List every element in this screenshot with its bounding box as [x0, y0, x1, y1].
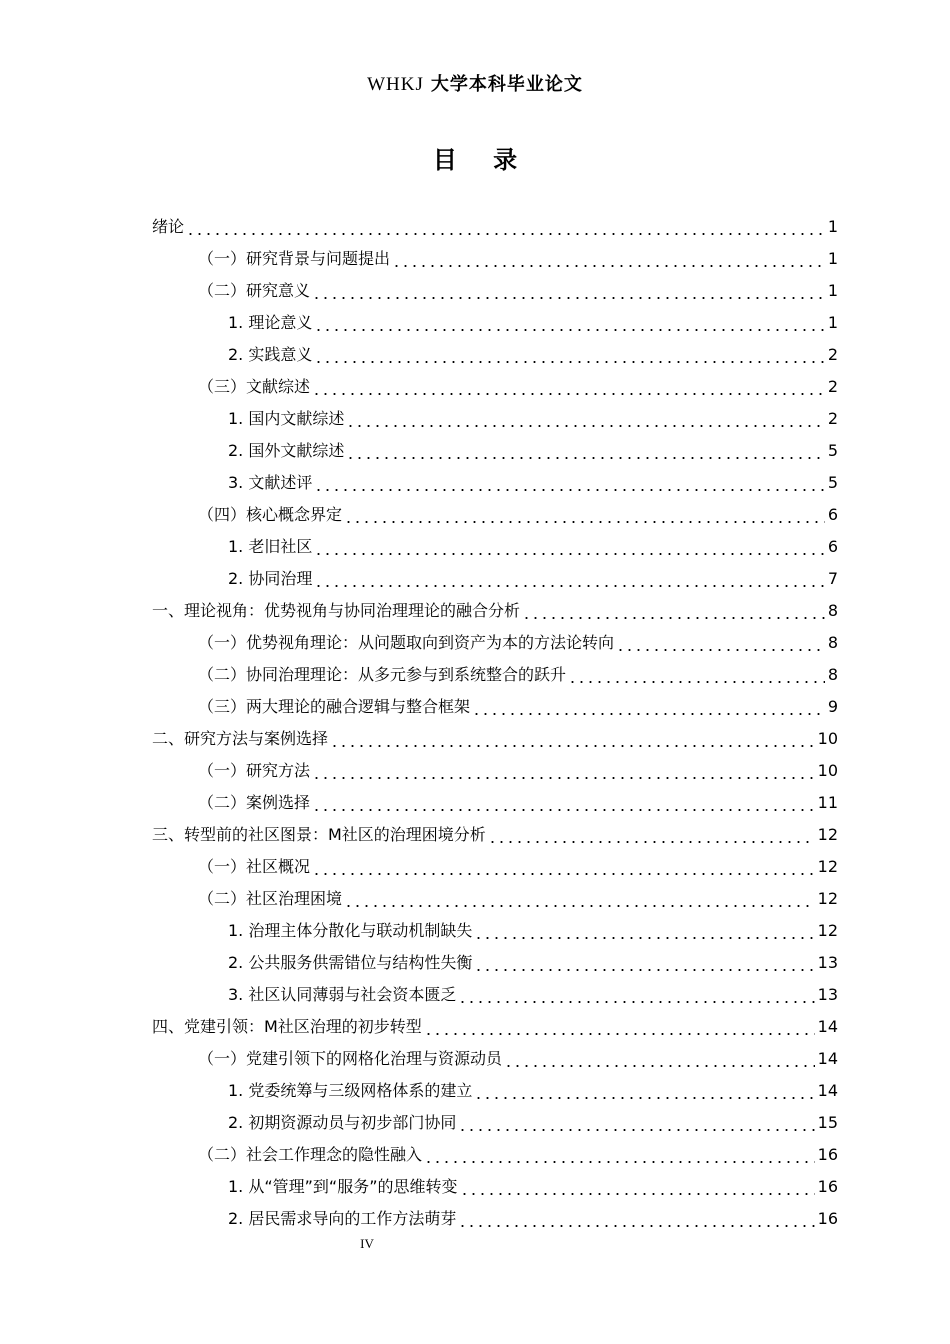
- toc-leader-dots: [488, 819, 815, 851]
- toc-entry[interactable]: [152, 499, 838, 531]
- toc-entry-page: 14: [817, 1017, 838, 1036]
- toc-entry[interactable]: [152, 211, 838, 243]
- toc-entry[interactable]: [152, 979, 838, 1011]
- toc-entry-page: 1: [827, 217, 838, 236]
- toc-entry[interactable]: [152, 787, 838, 819]
- toc-leader-dots: [474, 947, 814, 979]
- toc-leader-dots: [458, 979, 814, 1011]
- toc-entry-title: （二）社会工作理念的隐性融入: [198, 1145, 423, 1164]
- header-thesis-type: 大学本科毕业论文: [430, 74, 583, 95]
- toc-entry-page: 6: [827, 505, 838, 524]
- toc-entry-page: 11: [817, 793, 838, 812]
- toc-leader-dots: [474, 1075, 814, 1107]
- toc-entry-page: 7: [827, 569, 838, 588]
- toc-entry-page: 1: [827, 313, 838, 332]
- toc-leader-dots: [314, 467, 824, 499]
- toc-entry-page: 9: [827, 697, 838, 716]
- toc-entry-page: 8: [827, 665, 838, 684]
- toc-entry-page: 2: [827, 377, 838, 396]
- toc-entry[interactable]: [152, 243, 838, 275]
- toc-entry-page: 12: [817, 857, 838, 876]
- toc-entry-title: （二）研究意义: [198, 281, 311, 300]
- toc-entry[interactable]: [152, 755, 838, 787]
- toc-entry-page: 12: [817, 825, 838, 844]
- toc-entry-title: 1. 从“管理”到“服务”的思维转变: [228, 1177, 458, 1196]
- toc-entry-title: （二）案例选择: [198, 793, 311, 812]
- toc-leader-dots: [346, 435, 824, 467]
- table-of-contents: [152, 211, 838, 1235]
- toc-leader-dots: [346, 403, 824, 435]
- toc-entry[interactable]: [152, 1107, 838, 1139]
- toc-leader-dots: [312, 275, 825, 307]
- toc-entry[interactable]: [152, 659, 838, 691]
- toc-entry-title: 2. 居民需求导向的工作方法萌芽: [228, 1209, 457, 1228]
- toc-leader-dots: [424, 1139, 815, 1171]
- toc-entry-title: （一）社区概况: [198, 857, 311, 876]
- toc-entry-page: 15: [817, 1113, 838, 1132]
- toc-entry-page: 16: [817, 1209, 838, 1228]
- toc-leader-dots: [568, 659, 825, 691]
- toc-entry[interactable]: [152, 275, 838, 307]
- toc-entry-page: 14: [817, 1081, 838, 1100]
- toc-entry-page: 8: [827, 601, 838, 620]
- toc-entry-page: 1: [827, 249, 838, 268]
- toc-entry-page: 6: [827, 537, 838, 556]
- toc-entry-title: （四）核心概念界定: [198, 505, 343, 524]
- toc-entry-title: 绪论: [152, 217, 185, 236]
- toc-entry-title: 1. 理论意义: [228, 313, 313, 332]
- toc-entry-page: 10: [817, 729, 838, 748]
- toc-entry[interactable]: [152, 627, 838, 659]
- toc-leader-dots: [344, 883, 815, 915]
- toc-entry-page: 2: [827, 345, 838, 364]
- toc-entry[interactable]: [152, 1075, 838, 1107]
- toc-leader-dots: [314, 531, 824, 563]
- toc-leader-dots: [314, 563, 824, 595]
- toc-entry[interactable]: [152, 467, 838, 499]
- toc-leader-dots: [312, 371, 825, 403]
- toc-entry-title: （一）研究背景与问题提出: [198, 249, 391, 268]
- page-header: [0, 70, 950, 96]
- toc-entry[interactable]: [152, 339, 838, 371]
- toc-entry-title: 2. 协同治理: [228, 569, 313, 588]
- toc-entry-page: 10: [817, 761, 838, 780]
- toc-entry-title: 三、转型前的社区图景：M社区的治理困境分析: [152, 825, 486, 844]
- toc-entry[interactable]: [152, 371, 838, 403]
- toc-entry[interactable]: [152, 851, 838, 883]
- toc-entry-title: （一）优势视角理论：从问题取向到资产为本的方法论转向: [198, 633, 615, 652]
- toc-entry-title: （二）协同治理理论：从多元参与到系统整合的跃升: [198, 665, 567, 684]
- toc-entry-title: 四、党建引领：M社区治理的初步转型: [152, 1017, 422, 1036]
- toc-leader-dots: [522, 595, 825, 627]
- toc-entry-title: （二）社区治理困境: [198, 889, 343, 908]
- toc-entry-title: 1. 国内文献综述: [228, 409, 345, 428]
- toc-entry-page: 16: [817, 1145, 838, 1164]
- toc-leader-dots: [312, 787, 815, 819]
- toc-entry[interactable]: [152, 1011, 838, 1043]
- toc-entry-title: 2. 公共服务供需错位与结构性失衡: [228, 953, 473, 972]
- toc-leader-dots: [186, 211, 825, 243]
- toc-entry-page: 13: [817, 953, 838, 972]
- toc-leader-dots: [458, 1107, 814, 1139]
- toc-entry[interactable]: [152, 563, 838, 595]
- toc-leader-dots: [312, 851, 815, 883]
- toc-entry-page: 13: [817, 985, 838, 1004]
- toc-entry-page: 14: [817, 1049, 838, 1068]
- toc-leader-dots: [424, 1011, 815, 1043]
- page-title: 目 录: [432, 146, 532, 174]
- toc-entry-title: （三）两大理论的融合逻辑与整合框架: [198, 697, 471, 716]
- toc-leader-dots: [330, 723, 815, 755]
- toc-entry[interactable]: [152, 531, 838, 563]
- toc-entry[interactable]: [152, 691, 838, 723]
- toc-leader-dots: [312, 755, 815, 787]
- toc-entry-page: 2: [827, 409, 838, 428]
- toc-leader-dots: [474, 915, 814, 947]
- toc-leader-dots: [472, 691, 825, 723]
- toc-entry-title: （三）文献综述: [198, 377, 311, 396]
- page-number: IV: [360, 1236, 374, 1251]
- toc-entry[interactable]: [152, 1043, 838, 1075]
- toc-entry-page: 12: [817, 921, 838, 940]
- toc-leader-dots: [344, 499, 825, 531]
- toc-leader-dots: [616, 627, 825, 659]
- toc-leader-dots: [392, 243, 825, 275]
- toc-entry[interactable]: [152, 1171, 838, 1203]
- toc-entry-title: 1. 老旧社区: [228, 537, 313, 556]
- toc-entry-page: 5: [827, 473, 838, 492]
- toc-entry-title: （一）研究方法: [198, 761, 311, 780]
- toc-entry[interactable]: [152, 883, 838, 915]
- toc-leader-dots: [314, 339, 824, 371]
- toc-entry[interactable]: [152, 1139, 838, 1171]
- toc-entry-title: 二、研究方法与案例选择: [152, 729, 329, 748]
- toc-leader-dots: [458, 1203, 814, 1235]
- toc-leader-dots: [504, 1043, 815, 1075]
- toc-leader-dots: [314, 307, 824, 339]
- toc-entry[interactable]: [152, 435, 838, 467]
- toc-entry-page: 12: [817, 889, 838, 908]
- toc-entry[interactable]: [152, 723, 838, 755]
- toc-entry[interactable]: [152, 819, 838, 851]
- toc-entry-title: 2. 国外文献综述: [228, 441, 345, 460]
- toc-entry-title: 2. 初期资源动员与初步部门协同: [228, 1113, 457, 1132]
- toc-entry-title: 3. 文献述评: [228, 473, 313, 492]
- toc-entry[interactable]: [152, 947, 838, 979]
- toc-entry-title: 3. 社区认同薄弱与社会资本匮乏: [228, 985, 457, 1004]
- toc-entry-page: 1: [827, 281, 838, 300]
- toc-entry-page: 16: [817, 1177, 838, 1196]
- toc-entry-title: （一）党建引领下的网格化治理与资源动员: [198, 1049, 503, 1068]
- toc-entry-title: 2. 实践意义: [228, 345, 313, 364]
- toc-entry[interactable]: [152, 1203, 838, 1235]
- toc-entry[interactable]: [152, 403, 838, 435]
- toc-entry-page: 8: [827, 633, 838, 652]
- toc-entry-page: 5: [827, 441, 838, 460]
- toc-entry[interactable]: [152, 915, 838, 947]
- toc-entry-title: 1. 治理主体分散化与联动机制缺失: [228, 921, 473, 940]
- toc-entry[interactable]: [152, 307, 838, 339]
- toc-entry[interactable]: [152, 595, 838, 627]
- toc-entry-title: 1. 党委统筹与三级网格体系的建立: [228, 1081, 473, 1100]
- header-school-code: WHKJ: [367, 74, 424, 95]
- toc-leader-dots: [460, 1171, 815, 1203]
- toc-entry-title: 一、理论视角：优势视角与协同治理理论的融合分析: [152, 601, 521, 620]
